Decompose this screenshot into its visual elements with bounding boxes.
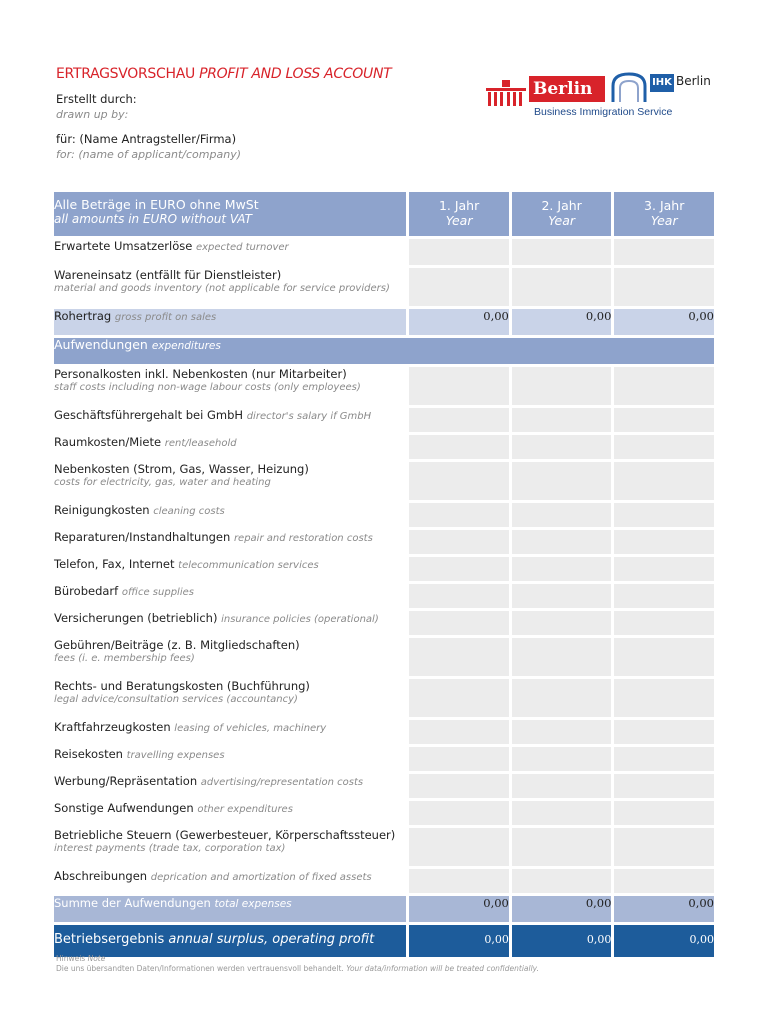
turnover-y2[interactable] [509, 239, 612, 265]
expenditures-label: Aufwendungen [54, 337, 148, 352]
fees-en: fees (i. e. membership fees) [54, 653, 195, 664]
insurance-label: Versicherungen (betrieblich) [54, 611, 218, 625]
advertising-label: Werbung/Repräsentation [54, 774, 198, 788]
row-depreciation [54, 869, 714, 893]
gross-profit-y3: 0,00 [611, 309, 714, 335]
cleaning-y1[interactable] [406, 503, 509, 527]
travel-y2[interactable] [509, 747, 612, 771]
repair-y2[interactable] [509, 530, 612, 554]
turnover-en: expected turnover [195, 242, 289, 253]
vehicles-label: Kraftfahrzeugkosten [54, 720, 171, 734]
applicant [56, 132, 241, 162]
vehicles-y2[interactable] [509, 720, 612, 744]
legal-label: Rechts- und Beratungskosten (Buchführung) [54, 679, 310, 693]
created-by [56, 92, 137, 122]
created-by-en: drawn up by: [56, 108, 129, 121]
row-legal [54, 679, 714, 717]
total-expenses-y2: 0,00 [509, 896, 612, 922]
other-en: other expenditures [197, 804, 293, 815]
cleaning-en: cleaning costs [153, 506, 225, 517]
logo-subtitle: Business Immigration Service [534, 106, 673, 118]
travel-label: Reisekosten [54, 747, 123, 761]
staff-y2[interactable] [509, 367, 612, 405]
telecom-y2[interactable] [509, 557, 612, 581]
gross-profit-en: gross profit on sales [114, 312, 217, 323]
row-vehicles [54, 720, 714, 744]
depreciation-en: deprication and amortization of fixed assets [150, 872, 372, 883]
gross-profit-label: Rohertrag [54, 309, 112, 323]
row-cleaning [54, 503, 714, 527]
telecom-label: Telefon, Fax, Internet [54, 557, 175, 571]
footnote [56, 954, 539, 974]
berlin-wordmark: Berlin [529, 76, 605, 102]
fees-y2[interactable] [509, 638, 612, 676]
operating-profit-y1: 0,00 [406, 925, 509, 957]
total-expenses-y1: 0,00 [406, 896, 509, 922]
other-y3[interactable] [611, 801, 714, 825]
table-header-row [54, 192, 714, 236]
repair-en: repair and restoration costs [233, 533, 373, 544]
telecom-y3[interactable] [611, 557, 714, 581]
utilities-y2[interactable] [509, 462, 612, 500]
director-label: Geschäftsführergehalt bei GmbH [54, 408, 244, 422]
telecom-en: telecommunication services [178, 560, 319, 571]
legal-y2[interactable] [509, 679, 612, 717]
operating-profit-y3: 0,00 [611, 925, 714, 957]
row-turnover [54, 239, 714, 265]
travel-y1[interactable] [406, 747, 509, 771]
utilities-y1[interactable] [406, 462, 509, 500]
row-insurance [54, 611, 714, 635]
currency-note [54, 192, 406, 236]
turnover-label: Erwartete Umsatzerlöse [54, 239, 193, 253]
insurance-y1[interactable] [406, 611, 509, 635]
row-other [54, 801, 714, 825]
depreciation-label: Abschreibungen [54, 869, 148, 883]
depreciation-y2[interactable] [509, 869, 612, 893]
applicant-de: für: (Name Antragsteller/Firma) [56, 132, 237, 146]
repair-y1[interactable] [406, 530, 509, 554]
advertising-y3[interactable] [611, 774, 714, 798]
insurance-y3[interactable] [611, 611, 714, 635]
title-en: PROFIT AND LOSS ACCOUNT [199, 66, 392, 82]
advertising-en: advertising/representation costs [200, 777, 364, 788]
row-gross-profit [54, 309, 714, 335]
depreciation-y3[interactable] [611, 869, 714, 893]
operating-profit-y2: 0,00 [509, 925, 612, 957]
cleaning-y2[interactable] [509, 503, 612, 527]
row-taxes [54, 828, 714, 866]
rent-label: Raumkosten/Miete [54, 435, 162, 449]
profit-loss-table [54, 192, 714, 957]
office-y1[interactable] [406, 584, 509, 608]
applicant-en: for: (name of applicant/company) [56, 148, 241, 161]
row-staff [54, 367, 714, 405]
rent-en: rent/leasehold [164, 438, 237, 449]
ihk-emblem-icon [610, 72, 648, 104]
cleaning-label: Reinigungkosten [54, 503, 150, 517]
year-3-header [611, 192, 714, 236]
berlin-ihk-logo [484, 72, 720, 122]
material-y2[interactable] [509, 268, 612, 306]
year-3-de: 3. Jahr [644, 198, 685, 213]
currency-note-de: Alle Beträge in EURO ohne MwSt [54, 197, 259, 212]
year-1-header [406, 192, 509, 236]
row-director [54, 408, 714, 432]
row-telecom [54, 557, 714, 581]
row-utilities [54, 462, 714, 500]
currency-note-en: all amounts in EURO without VAT [54, 212, 252, 226]
note-title-en: Note [87, 954, 106, 963]
staff-y3[interactable] [611, 367, 714, 405]
depreciation-y1[interactable] [406, 869, 509, 893]
page-title [56, 66, 391, 82]
repair-y3[interactable] [611, 530, 714, 554]
other-y2[interactable] [509, 801, 612, 825]
staff-en: staff costs including non-wage labour costs (only employees) [54, 382, 361, 393]
travel-y3[interactable] [611, 747, 714, 771]
note-title: Hinweis [56, 954, 86, 963]
material-label: Wareneinsatz (entfällt für Dienstleister) [54, 268, 282, 282]
taxes-y3[interactable] [611, 828, 714, 866]
fees-y3[interactable] [611, 638, 714, 676]
rent-y2[interactable] [509, 435, 612, 459]
director-y1[interactable] [406, 408, 509, 432]
turnover-y1[interactable] [406, 239, 509, 265]
fees-y1[interactable] [406, 638, 509, 676]
ihk-city: Berlin [676, 74, 711, 88]
office-y3[interactable] [611, 584, 714, 608]
insurance-en: insurance policies (operational) [221, 614, 379, 625]
utilities-en: costs for electricity, gas, water and heating [54, 477, 271, 488]
row-rent [54, 435, 714, 459]
material-y3[interactable] [611, 268, 714, 306]
section-expenditures [54, 338, 714, 364]
staff-y1[interactable] [406, 367, 509, 405]
note-text-de: Die uns übersandten Daten/Informationen werden vertrauensvoll behandelt. [56, 964, 344, 973]
year-2-header [509, 192, 612, 236]
vehicles-y1[interactable] [406, 720, 509, 744]
row-operating-profit [54, 925, 714, 957]
ihk-wordmark: IHK [650, 74, 674, 92]
cleaning-y3[interactable] [611, 503, 714, 527]
office-label: Bürobedarf [54, 584, 119, 598]
expenditures-en: expenditures [151, 340, 221, 352]
gross-profit-y1: 0,00 [406, 309, 509, 335]
turnover-y3[interactable] [611, 239, 714, 265]
year-2-de: 2. Jahr [541, 198, 582, 213]
total-expenses-en: total expenses [214, 898, 292, 910]
travel-en: travelling expenses [126, 750, 225, 761]
rent-y3[interactable] [611, 435, 714, 459]
office-en: office supplies [121, 587, 194, 598]
gross-profit-y2: 0,00 [509, 309, 612, 335]
row-fees [54, 638, 714, 676]
legal-y1[interactable] [406, 679, 509, 717]
row-repair [54, 530, 714, 554]
year-1-de: 1. Jahr [438, 198, 480, 213]
vehicles-y3[interactable] [611, 720, 714, 744]
total-expenses-y3: 0,00 [611, 896, 714, 922]
utilities-y3[interactable] [611, 462, 714, 500]
repair-label: Reparaturen/Instandhaltungen [54, 530, 231, 544]
title-de: ERTRAGSVORSCHAU [56, 66, 195, 82]
row-material [54, 268, 714, 306]
legal-en: legal advice/consultation services (accountancy) [54, 694, 298, 705]
row-advertising [54, 774, 714, 798]
row-travel [54, 747, 714, 771]
fees-label: Gebühren/Beiträge (z. B. Mitgliedschaften) [54, 638, 300, 652]
legal-y3[interactable] [611, 679, 714, 717]
other-label: Sonstige Aufwendungen [54, 801, 194, 815]
total-expenses-label: Summe der Aufwendungen [54, 896, 211, 910]
director-en: director's salary if GmbH [246, 411, 372, 422]
row-office [54, 584, 714, 608]
material-y1[interactable] [406, 268, 509, 306]
year-3-en: Year [650, 213, 678, 228]
row-total-expenses [54, 896, 714, 922]
brandenburg-gate-icon [484, 72, 528, 108]
operating-profit-en: annual surplus, operating profit [168, 932, 375, 947]
taxes-label: Betriebliche Steuern (Gewerbesteuer, Körperschaftssteuer) [54, 828, 396, 842]
taxes-y2[interactable] [509, 828, 612, 866]
director-y3[interactable] [611, 408, 714, 432]
taxes-y1[interactable] [406, 828, 509, 866]
taxes-en: interest payments (trade tax, corporation tax) [54, 843, 286, 854]
note-text-en: Your data/information will be treated confidentially. [346, 964, 539, 973]
utilities-label: Nebenkosten (Strom, Gas, Wasser, Heizung) [54, 462, 309, 476]
created-by-de: Erstellt durch: [56, 92, 137, 106]
vehicles-en: leasing of vehicles, machinery [174, 723, 327, 734]
telecom-y1[interactable] [406, 557, 509, 581]
office-y2[interactable] [509, 584, 612, 608]
advertising-y2[interactable] [509, 774, 612, 798]
operating-profit-label: Betriebsergebnis [54, 932, 165, 947]
director-y2[interactable] [509, 408, 612, 432]
rent-y1[interactable] [406, 435, 509, 459]
material-en: material and goods inventory (not applicable for service providers) [54, 283, 390, 294]
insurance-y2[interactable] [509, 611, 612, 635]
year-1-en: Year [445, 213, 473, 228]
advertising-y1[interactable] [406, 774, 509, 798]
other-y1[interactable] [406, 801, 509, 825]
year-2-en: Year [548, 213, 576, 228]
staff-label: Personalkosten inkl. Nebenkosten (nur Mitarbeiter) [54, 367, 347, 381]
